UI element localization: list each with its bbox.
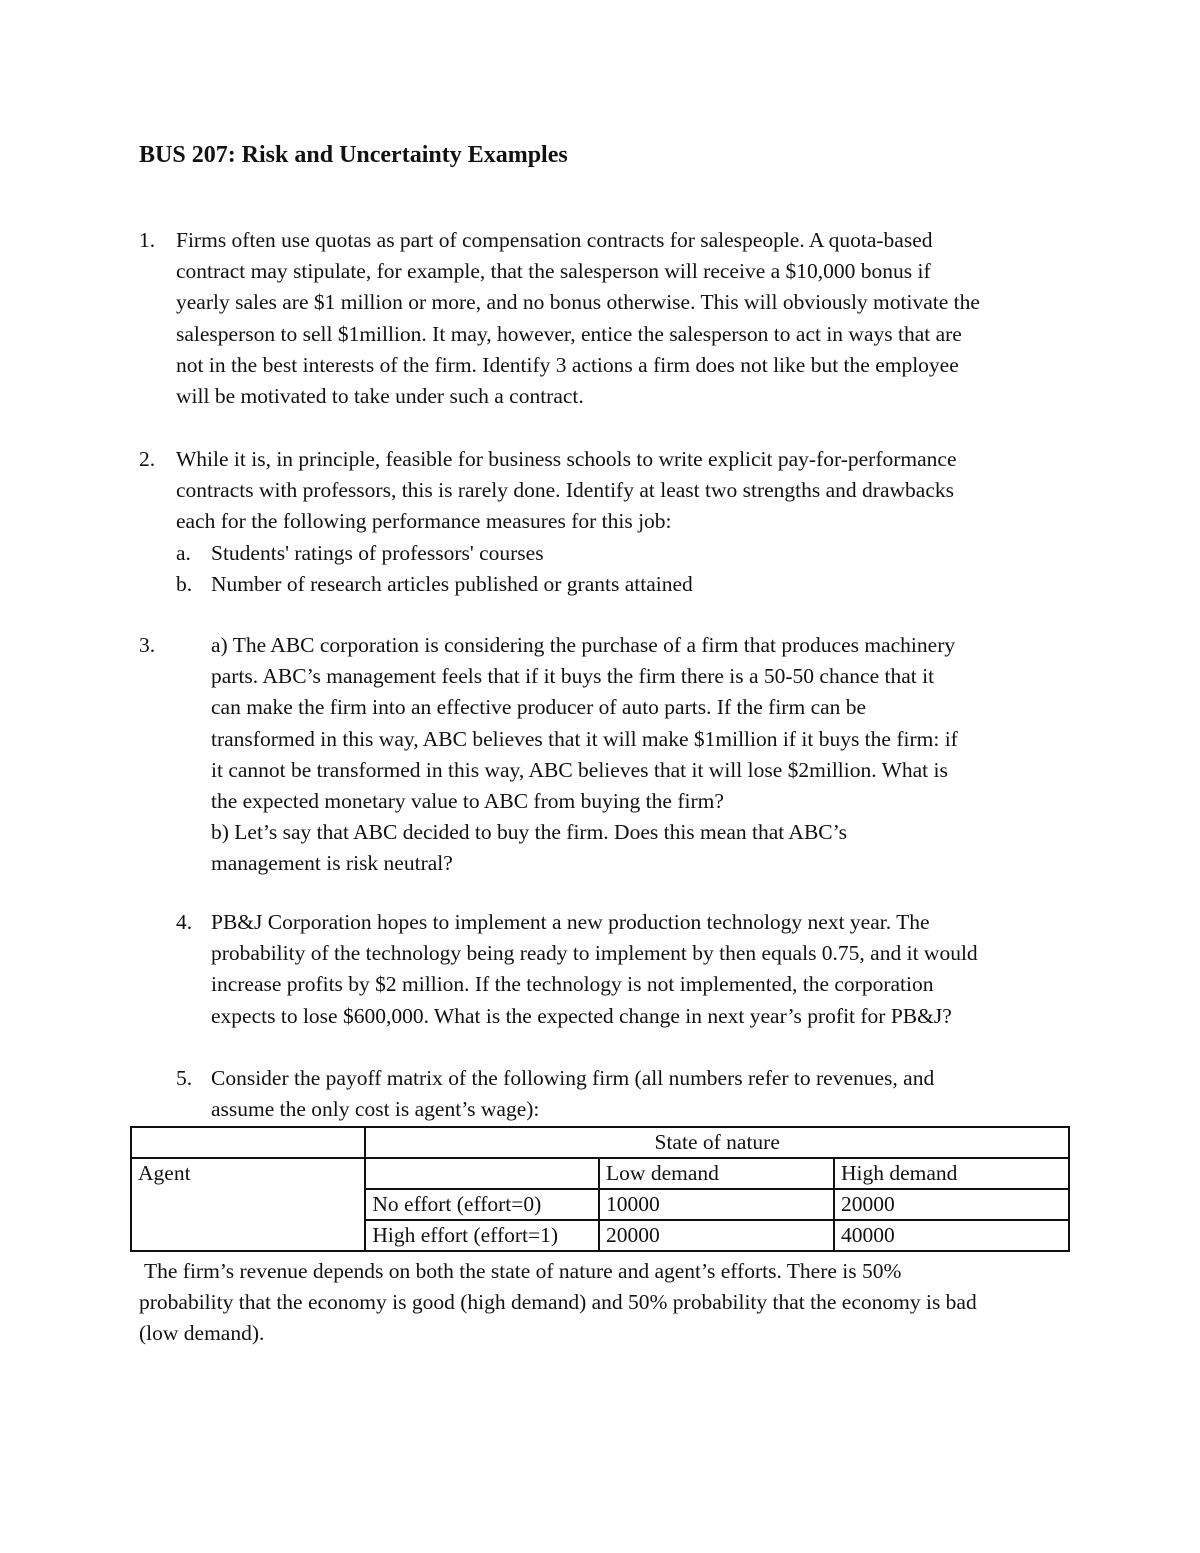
after-table-paragraph: [139, 1256, 1079, 1350]
question-5-line: Consider the payoff matrix of the following firm (all numbers refer to revenues, and: [211, 1066, 935, 1090]
table-cell: 40000: [834, 1220, 1069, 1251]
question-1-text: [176, 225, 1076, 412]
question-1-line: salesperson to sell $1million. It may, however, entice the salesperson to act in ways that are: [176, 321, 962, 346]
table-cell-empty: [365, 1158, 599, 1189]
question-3-line: transformed in this way, ABC believes that it will make $1million if it buys the firm: if: [211, 726, 958, 751]
question-3-number: 3.: [139, 633, 156, 657]
question-3-line: the expected monetary value to ABC from buying the firm?: [211, 789, 724, 814]
question-1-line: yearly sales are $1 million or more, and no bonus otherwise. This will obviously motivate the: [176, 290, 980, 315]
question-2-line: While it is, in principle, feasible for business schools to write explicit pay-for-performance: [176, 447, 957, 471]
question-4-line: probability of the technology being ready to implement by then equals 0.75, and it would: [211, 941, 978, 966]
after-table-line: The firm’s revenue depends on both the state of nature and agent’s efforts. There is 50%: [139, 1259, 902, 1283]
question-3-line: parts. ABC’s management feels that if it buys the firm there is a 50-50 chance that it: [211, 664, 935, 689]
document-title: BUS 207: Risk and Uncertainty Examples: [139, 142, 568, 168]
question-2-line: contracts with professors, this is rarely done. Identify at least two strengths and drawbacks: [176, 478, 954, 503]
agent-label: Agent: [131, 1158, 365, 1251]
question-1-number: 1.: [139, 228, 156, 252]
question-3-line: management is risk neutral?: [211, 851, 453, 876]
question-2-item-b-letter: b.: [176, 572, 193, 596]
table-row: [131, 1158, 1069, 1189]
after-table-line: probability that the economy is good (high demand) and 50% probability that the economy is bad: [139, 1290, 977, 1315]
question-1-line: contract may stipulate, for example, that the salesperson will receive a $10,000 bonus if: [176, 259, 931, 284]
after-table-line: (low demand).: [139, 1321, 265, 1346]
table-row: [131, 1127, 1069, 1158]
question-5-number: 5.: [176, 1066, 193, 1090]
table-cell: 20000: [599, 1220, 834, 1251]
table-cell: 20000: [834, 1189, 1069, 1220]
high-demand-header: High demand: [834, 1158, 1069, 1189]
question-2-number: 2.: [139, 447, 156, 471]
question-3-line: a) The ABC corporation is considering the purchase of a firm that produces machinery: [211, 633, 956, 657]
question-3-line: it cannot be transformed in this way, ABC believes that it will lose $2million. What is: [211, 757, 948, 782]
question-4-line: PB&J Corporation hopes to implement a new production technology next year. The: [211, 910, 930, 934]
effort-row-label: No effort (effort=0): [365, 1189, 599, 1220]
effort-row-label: High effort (effort=1): [365, 1220, 599, 1251]
question-1-line: will be motivated to take under such a contract.: [176, 384, 584, 409]
question-5-text: [211, 1063, 1071, 1125]
question-4-number: 4.: [176, 910, 193, 934]
question-5-line: assume the only cost is agent’s wage):: [211, 1097, 540, 1122]
state-of-nature-header: State of nature: [365, 1127, 1069, 1158]
question-2-item-a-text: Students' ratings of professors' courses: [211, 541, 544, 565]
question-2-line: each for the following performance measures for this job:: [176, 509, 672, 534]
low-demand-header: Low demand: [599, 1158, 834, 1189]
table-cell-empty: [131, 1127, 365, 1158]
question-2-text: [176, 444, 1076, 538]
question-3-line: b) Let’s say that ABC decided to buy the firm. Does this mean that ABC’s: [211, 820, 847, 845]
question-2-item-a-letter: a.: [176, 541, 191, 565]
question-4-text: [211, 907, 1071, 1032]
question-2-item-b-text: Number of research articles published or grants attained: [211, 572, 693, 596]
table-cell: 10000: [599, 1189, 834, 1220]
payoff-matrix-table: [130, 1126, 1070, 1252]
question-1-line: Firms often use quotas as part of compensation contracts for salespeople. A quota-based: [176, 228, 933, 252]
question-4-line: increase profits by $2 million. If the technology is not implemented, the corporation: [211, 972, 934, 997]
question-4-line: expects to lose $600,000. What is the expected change in next year’s profit for PB&J?: [211, 1003, 952, 1028]
question-3-text: [211, 630, 1071, 880]
question-3-line: can make the firm into an effective producer of auto parts. If the firm can be: [211, 695, 867, 720]
question-1-line: not in the best interests of the firm. Identify 3 actions a firm does not like but the employee: [176, 352, 959, 377]
